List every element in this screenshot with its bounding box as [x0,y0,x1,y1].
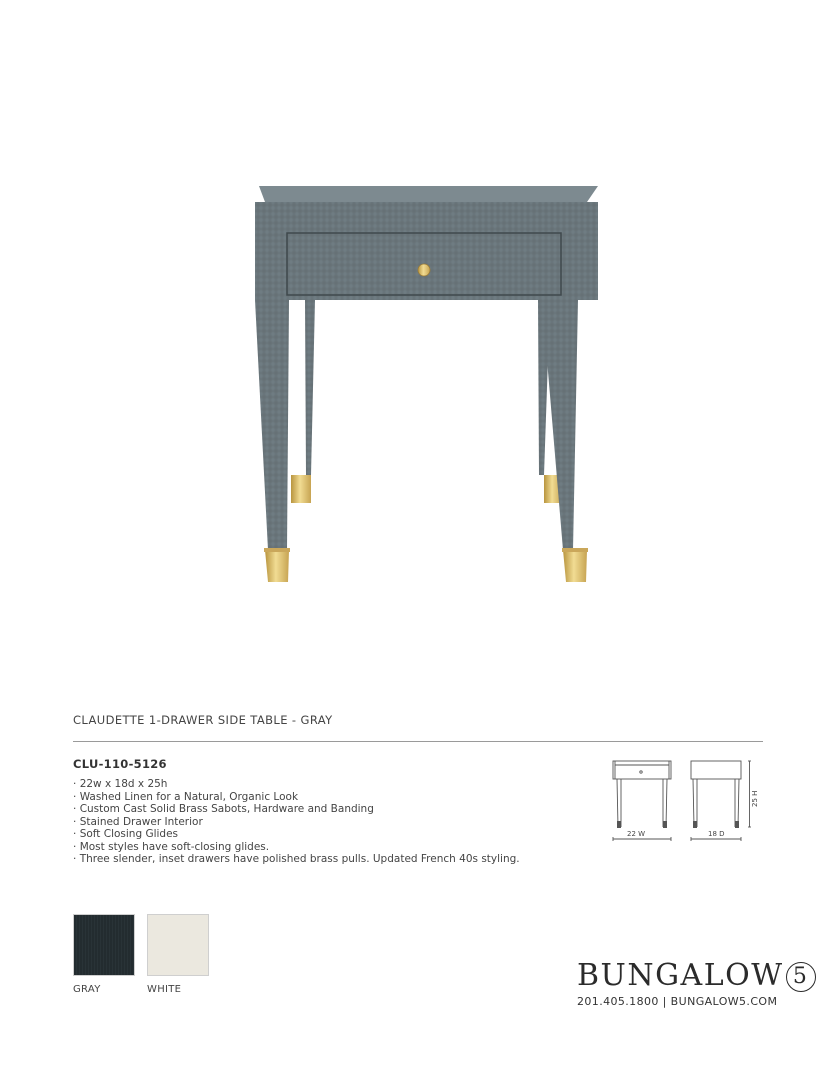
feature-item: · Stained Drawer Interior [73,816,520,829]
feature-item: · Soft Closing Glides [73,828,520,841]
swatch-label-white: WHITE [147,984,182,995]
dimension-diagram [605,755,765,850]
depth-label: 18 D [708,830,725,838]
brand-logo [577,958,816,994]
height-label: 25 H [751,790,759,807]
width-label: 22 W [627,830,646,838]
brand-contact: 201.405.1800 | BUNGALOW5.COM [577,995,778,1008]
feature-item: · 22w x 18d x 25h [73,778,520,791]
divider [73,741,763,742]
product-title: CLAUDETTE 1-DRAWER SIDE TABLE - GRAY [73,713,333,727]
feature-item: · Custom Cast Solid Brass Sabots, Hardware and Banding [73,803,520,816]
side-table-image [235,170,605,600]
swatch-white [147,914,209,976]
brand-mark: 5 [786,962,816,992]
feature-item: · Three slender, inset drawers have polished brass pulls. Updated French 40s styling. [73,853,520,866]
brand-name: BUNGALOW [577,958,784,993]
feature-list [73,778,520,866]
feature-item: · Most styles have soft-closing glides. [73,841,520,854]
feature-item: · Washed Linen for a Natural, Organic Look [73,791,520,804]
swatch-gray [73,914,135,976]
swatch-label-gray: GRAY [73,984,101,995]
product-sku: CLU-110-5126 [73,757,167,771]
